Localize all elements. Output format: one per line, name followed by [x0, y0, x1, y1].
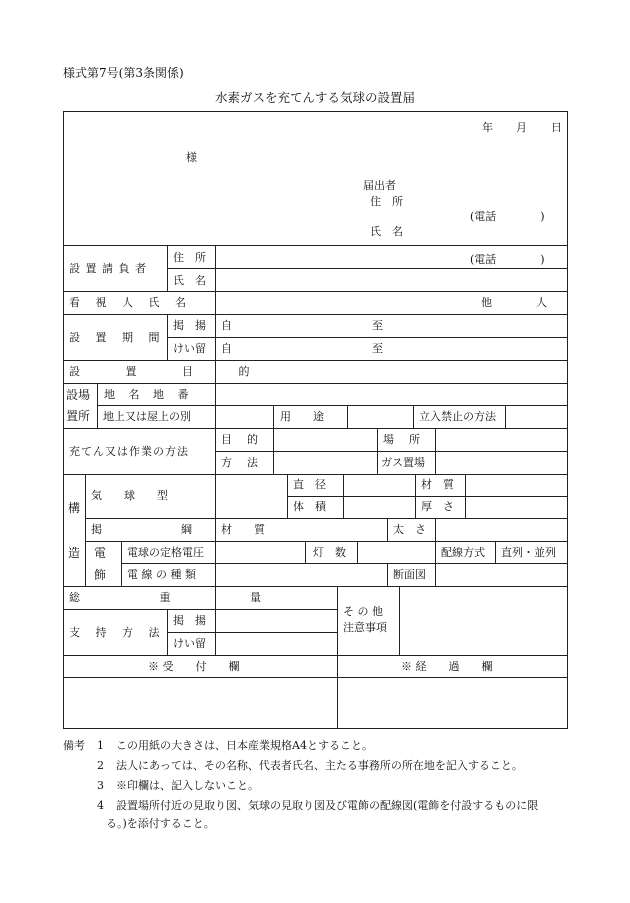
requester-label: 設 置 請 負 者 — [69, 262, 147, 275]
balloon-thickness-label: 厚 さ — [421, 500, 454, 513]
support-raise-label: 掲 揚 — [173, 614, 206, 627]
watcher-label: 看 視 人 氏 名 — [69, 296, 192, 309]
support-label: 支 持 方 法 — [69, 626, 166, 639]
progress-column-label: ※ 経 過 欄 — [401, 660, 493, 673]
rated-voltage-label: 電球の定格電圧 — [127, 546, 204, 559]
month-label: 月 — [516, 121, 527, 134]
remark-1-number: 1 — [97, 739, 104, 752]
balloon-material-label: 材 質 — [421, 478, 454, 491]
requester-phone-label: (電話 ) — [470, 253, 545, 266]
location-ground-roof-label: 地上又は屋上の別 — [103, 410, 191, 423]
method-objective-label: 目 的 — [221, 433, 260, 446]
method-gas-storage-label: ガス置場 — [381, 456, 425, 469]
remark-3-number: 3 — [97, 779, 104, 792]
day-label: 日 — [551, 121, 562, 134]
location-no-entry-label: 立入禁止の方法 — [419, 410, 496, 423]
year-label: 年 — [482, 121, 493, 134]
purpose-label: 設 置 目 的 — [69, 365, 271, 378]
support-moor-label: けい留 — [173, 637, 206, 650]
notifier-phone-label: (電話 ) — [470, 210, 545, 223]
remarks-label: 備考 — [63, 739, 85, 752]
period-label: 設 置 期 間 — [69, 331, 166, 344]
period-raise-label: 掲 揚 — [173, 319, 206, 332]
period-raise-to: 至 — [372, 319, 383, 332]
method-label: 充てん又は作業の方法 — [69, 445, 189, 458]
watcher-count-label: 他 人 — [481, 296, 547, 309]
decoration-label-top: 電 — [94, 546, 107, 560]
lamp-count-label: 灯 数 — [313, 546, 346, 559]
remark-4-continuation: る。)を添付すること。 — [106, 817, 215, 830]
location-label-bottom: 置所 — [66, 409, 91, 423]
location-use-label: 用 途 — [280, 410, 324, 423]
reception-column-label: ※ 受 付 欄 — [148, 660, 240, 673]
location-label-top: 設場 — [66, 388, 91, 402]
notifier-name-label: 氏 名 — [370, 225, 403, 238]
notifier-address-label: 住 所 — [370, 195, 403, 208]
cable-material-label: 材 質 — [221, 523, 265, 536]
total-weight-label: 総 重 量 — [69, 591, 299, 604]
remark-2-number: 2 — [97, 759, 104, 772]
structure-label-bottom: 造 — [68, 546, 81, 560]
period-moor-from: 自 — [221, 342, 232, 355]
remark-3-text: ※印欄は、記入しないこと。 — [116, 779, 259, 792]
volume-label: 体 積 — [293, 500, 326, 513]
other-notes-label-bottom: 注意事項 — [343, 621, 387, 634]
location-lot-label: 地 名 地 番 — [104, 388, 194, 401]
form-title: 水素ガスを充てんする気球の設置届 — [214, 90, 415, 105]
balloon-type-label: 気 球 型 — [91, 489, 168, 502]
cable-thickness-label: 太 さ — [393, 523, 426, 536]
method-place-label: 場 所 — [383, 433, 422, 446]
notifier-label: 届出者 — [363, 179, 396, 192]
remark-4-text: 設置場所付近の見取り図、気球の見取り図及び電飾の配線図(電飾を付設するものに限 — [116, 799, 539, 812]
diameter-label: 直 径 — [293, 478, 326, 491]
remark-4-number: 4 — [97, 799, 104, 812]
form-number: 様式第7号(第3条関係) — [63, 66, 184, 80]
period-raise-from: 自 — [221, 319, 232, 332]
requester-name-label: 氏 名 — [173, 274, 206, 287]
wire-type-label: 電 線 の 種 類 — [127, 568, 196, 581]
period-moor-to: 至 — [372, 342, 383, 355]
structure-label-top: 構 — [68, 501, 81, 515]
series-parallel-label: 直列・並列 — [501, 546, 556, 559]
other-notes-label-top: そ の 他 — [343, 605, 383, 618]
period-moor-label: けい留 — [173, 342, 206, 355]
addressee-label: 様 — [186, 151, 197, 164]
remark-1-text: この用紙の大きさは、日本産業規格A4とすること。 — [116, 739, 373, 752]
remark-2-text: 法人にあっては、その名称、代表者氏名、主たる事務所の所在地を記入すること。 — [116, 759, 523, 772]
decoration-label-bottom: 飾 — [94, 568, 107, 582]
cable-label: 掲 綱 — [91, 523, 199, 536]
section-label: 断面図 — [393, 568, 426, 581]
requester-address-label: 住 所 — [173, 251, 206, 264]
wiring-method-label: 配線方式 — [441, 546, 485, 559]
method-way-label: 方 法 — [221, 456, 260, 469]
